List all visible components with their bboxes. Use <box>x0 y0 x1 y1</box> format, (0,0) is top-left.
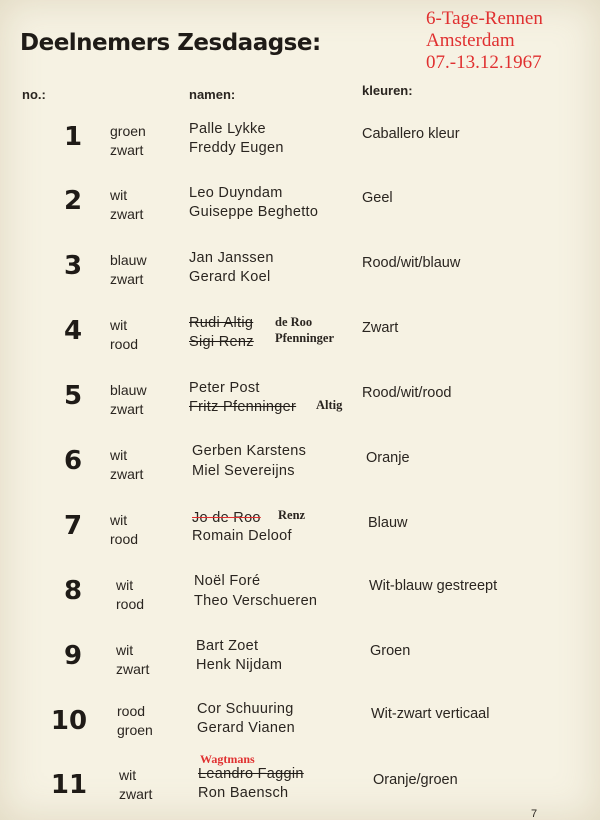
rider-name-2: Gerard Vianen <box>197 720 295 736</box>
rider-name-1: Peter Post <box>189 380 260 396</box>
team-colour-1: wit <box>110 447 128 463</box>
team-colour-1: groen <box>110 123 146 139</box>
handwritten-correction-above: Wagtmans <box>200 752 255 766</box>
jersey-colour: Wit-blauw gestreept <box>369 578 498 594</box>
jersey-colour: Caballero kleur <box>362 126 460 142</box>
page-title: Deelnemers Zesdaagse: <box>20 30 321 56</box>
jersey-colour: Rood/wit/blauw <box>362 255 461 271</box>
team-number: 1 <box>63 122 83 152</box>
team-row <box>0 116 600 166</box>
team-colour-2: rood <box>110 531 139 547</box>
rider-name-1: Noël Foré <box>194 573 261 589</box>
team-colour-2: rood <box>110 336 139 352</box>
header-no: no.: <box>22 87 46 102</box>
rider-name-2: Miel Severeijns <box>192 463 295 479</box>
event-name: 6-Tage-Rennen <box>426 8 543 29</box>
team-colour-2: groen <box>117 722 153 738</box>
team-colour-1: wit <box>110 317 128 333</box>
team-number: 6 <box>63 446 83 476</box>
jersey-colour: Wit-zwart verticaal <box>371 706 490 722</box>
team-number: 8 <box>63 576 83 606</box>
jersey-colour: Oranje <box>366 450 410 466</box>
team-colour-1: wit <box>110 187 128 203</box>
team-colour-2: rood <box>116 596 145 612</box>
team-row <box>0 440 600 490</box>
team-number: 3 <box>63 251 83 281</box>
team-number: 10 <box>50 706 88 736</box>
rider-name-2: Ron Baensch <box>198 785 289 801</box>
team-colour-2: zwart <box>110 142 144 158</box>
rider-name-1: Jan Janssen <box>189 250 274 266</box>
team-row <box>0 635 600 685</box>
rider-name-1-crossed-out: Jo de Roo <box>192 510 261 526</box>
team-row <box>0 570 600 620</box>
team-colour-2: zwart <box>110 271 144 287</box>
handwritten-correction-2: Altig <box>316 398 343 412</box>
page-number: 7 <box>531 808 538 820</box>
team-colour-2: zwart <box>110 401 144 417</box>
handwritten-correction-2: Pfenninger <box>275 331 335 345</box>
rider-name-2: Theo Verschueren <box>194 593 318 609</box>
rider-name-1: Leo Duyndam <box>189 185 283 201</box>
team-colour-2: zwart <box>119 786 153 802</box>
team-row <box>0 700 600 750</box>
team-colour-1: wit <box>116 577 134 593</box>
team-number: 9 <box>63 641 83 671</box>
jersey-colour: Rood/wit/rood <box>362 385 452 401</box>
rider-name-2: Freddy Eugen <box>189 140 284 156</box>
jersey-colour: Geel <box>362 190 393 206</box>
rider-name-1: Palle Lykke <box>189 121 266 137</box>
team-number: 2 <box>63 186 83 216</box>
rider-name-1-crossed-out: Rudi Altig <box>189 315 254 331</box>
jersey-colour: Zwart <box>362 320 399 336</box>
team-colour-1: wit <box>110 512 128 528</box>
rider-name-1-crossed-out: Leandro Faggin <box>198 766 304 782</box>
team-row <box>0 180 600 230</box>
team-row <box>0 752 600 814</box>
rider-name-1: Cor Schuuring <box>197 701 294 717</box>
team-number: 4 <box>63 316 83 346</box>
rider-name-2: Gerard Koel <box>189 269 271 285</box>
team-colour-1: wit <box>116 642 134 658</box>
team-colour-2: zwart <box>116 661 150 677</box>
header-names: namen: <box>189 87 236 102</box>
team-row <box>0 310 600 360</box>
handwritten-correction-1: de Roo <box>275 315 313 329</box>
event-city: Amsterdam <box>426 30 515 51</box>
team-colour-1: rood <box>117 703 146 719</box>
team-row <box>0 375 600 425</box>
team-colour-1: wit <box>119 767 137 783</box>
jersey-colour: Blauw <box>368 515 408 531</box>
rider-name-2-crossed-out: Fritz Pfenninger <box>189 399 297 415</box>
team-colour-1: blauw <box>110 382 147 398</box>
event-dates: 07.-13.12.1967 <box>426 52 542 73</box>
rider-name-1: Gerben Karstens <box>192 443 307 459</box>
jersey-colour: Groen <box>370 643 411 659</box>
rider-name-2: Henk Nijdam <box>196 657 283 673</box>
team-colour-1: blauw <box>110 252 147 268</box>
rider-name-2-crossed-out: Sigi Renz <box>189 334 254 350</box>
jersey-colour: Oranje/groen <box>373 772 458 788</box>
rider-name-1: Bart Zoet <box>196 638 259 654</box>
team-colour-2: zwart <box>110 466 144 482</box>
team-colour-2: zwart <box>110 206 144 222</box>
team-row <box>0 245 600 295</box>
event-annotation <box>426 8 543 74</box>
team-row <box>0 505 600 555</box>
team-number: 11 <box>50 770 88 800</box>
team-number: 7 <box>63 511 83 541</box>
team-number: 5 <box>63 381 83 411</box>
handwritten-correction-1: Renz <box>278 508 306 522</box>
rider-name-2: Romain Deloof <box>192 528 292 544</box>
rider-name-2: Guiseppe Beghetto <box>189 204 319 220</box>
header-colours: kleuren: <box>362 83 413 98</box>
